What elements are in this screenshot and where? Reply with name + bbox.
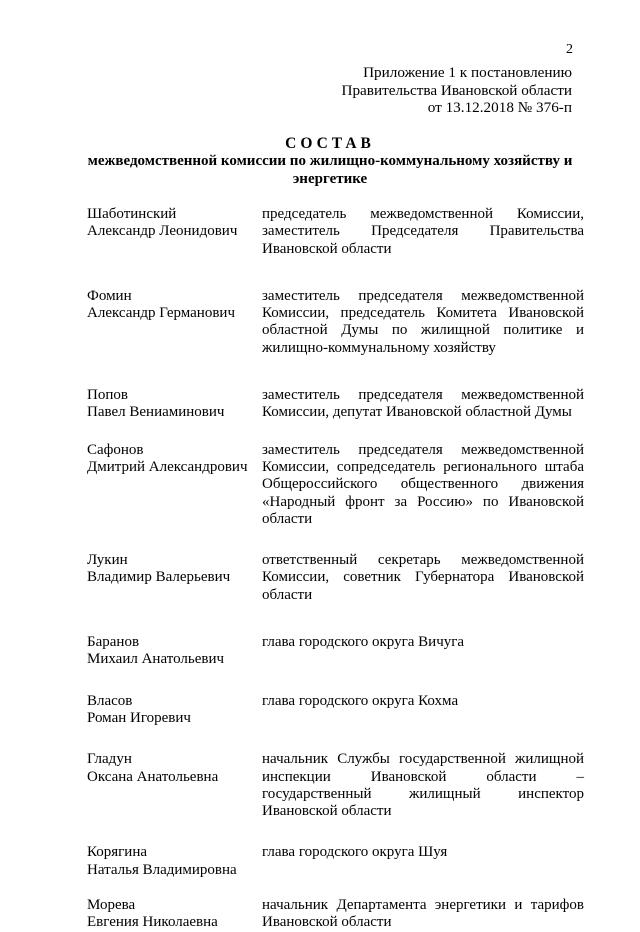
member-role: начальник Департамента энергетики и тарифов Ивановской области bbox=[262, 897, 584, 931]
member-surname: Баранов bbox=[87, 634, 140, 651]
member-name bbox=[87, 552, 262, 604]
member-name bbox=[87, 844, 262, 879]
member-given-name: Владимир Валерьевич bbox=[87, 569, 231, 586]
member-row bbox=[87, 442, 584, 528]
member-name bbox=[87, 288, 262, 357]
document-heading bbox=[40, 135, 620, 188]
member-surname: Власов bbox=[87, 692, 133, 709]
page-number: 2 bbox=[566, 42, 573, 57]
member-role: глава городского округа Вичуга bbox=[262, 634, 465, 651]
member-row bbox=[87, 634, 584, 669]
document-subtitle: межведомственной комиссии по жилищно-коммунальному хозяйству и энергетике bbox=[87, 153, 573, 187]
member-name bbox=[87, 387, 262, 422]
member-row bbox=[87, 288, 584, 357]
member-name bbox=[87, 693, 262, 728]
member-surname: Корягина bbox=[87, 844, 148, 861]
member-given-name: Михаил Анатольевич bbox=[87, 651, 225, 668]
document-title: СОСТАВ bbox=[285, 135, 375, 152]
member-surname: Лукин bbox=[87, 552, 128, 569]
member-role: ответственный секретарь межведомственной Комиссии, советник Губернатора Ивановской области bbox=[262, 552, 584, 603]
member-given-name: Александр Леонидович bbox=[87, 223, 238, 240]
member-given-name: Роман Игоревич bbox=[87, 709, 191, 726]
member-row bbox=[87, 897, 584, 932]
member-name bbox=[87, 634, 262, 669]
appendix-note bbox=[342, 64, 573, 117]
member-row bbox=[87, 693, 584, 728]
member-role: заместитель председателя межведомственной Комиссии, депутат Ивановской областной Думы bbox=[262, 387, 584, 421]
member-name bbox=[87, 751, 262, 820]
appendix-line-3: от 13.12.2018 № 376-п bbox=[427, 99, 572, 116]
member-given-name: Александр Германович bbox=[87, 305, 235, 322]
member-row bbox=[87, 206, 584, 258]
member-role: начальник Службы государственной жилищной инспекции Ивановской области – государственный жилищный инспектор Ивановской области bbox=[262, 751, 584, 820]
member-surname: Попов bbox=[87, 387, 128, 404]
member-row bbox=[87, 751, 584, 820]
member-name bbox=[87, 897, 262, 932]
member-row bbox=[87, 552, 584, 604]
member-role: заместитель председателя межведомственной Комиссии, сопредседатель регионального штаба Общероссийского общественного движения «Народный фронт за Россию» по Ивановской области bbox=[262, 441, 584, 527]
appendix-line-2: Правительства Ивановской области bbox=[341, 81, 572, 99]
members-list bbox=[87, 206, 584, 932]
member-surname: Шаботинский bbox=[87, 206, 177, 222]
member-name bbox=[87, 206, 262, 258]
member-role: заместитель председателя межведомственной Комиссии, председатель Комитета Ивановской областной Думы по жилищной политике и жилищно-коммунальному хозяйству bbox=[262, 287, 584, 356]
member-surname: Сафонов bbox=[87, 441, 144, 458]
member-surname: Фомин bbox=[87, 287, 132, 304]
member-given-name: Оксана Анатольевна bbox=[87, 768, 219, 785]
member-given-name: Евгения Николаевна bbox=[87, 914, 218, 931]
member-role: глава городского округа Кохма bbox=[262, 692, 459, 709]
member-surname: Гладун bbox=[87, 751, 132, 768]
member-row bbox=[87, 844, 584, 879]
member-row bbox=[87, 387, 584, 422]
member-surname: Морева bbox=[87, 897, 136, 914]
member-given-name: Дмитрий Александрович bbox=[87, 458, 248, 475]
appendix-line-1: Приложение 1 к постановлению bbox=[363, 64, 572, 81]
member-given-name: Наталья Владимировна bbox=[87, 861, 237, 878]
member-role: глава городского округа Шуя bbox=[262, 844, 448, 861]
member-given-name: Павел Вениаминович bbox=[87, 404, 225, 421]
member-role: председатель межведомственной Комиссии, заместитель Председателя Правительства Ивановской области bbox=[262, 206, 584, 257]
member-name bbox=[87, 442, 262, 528]
